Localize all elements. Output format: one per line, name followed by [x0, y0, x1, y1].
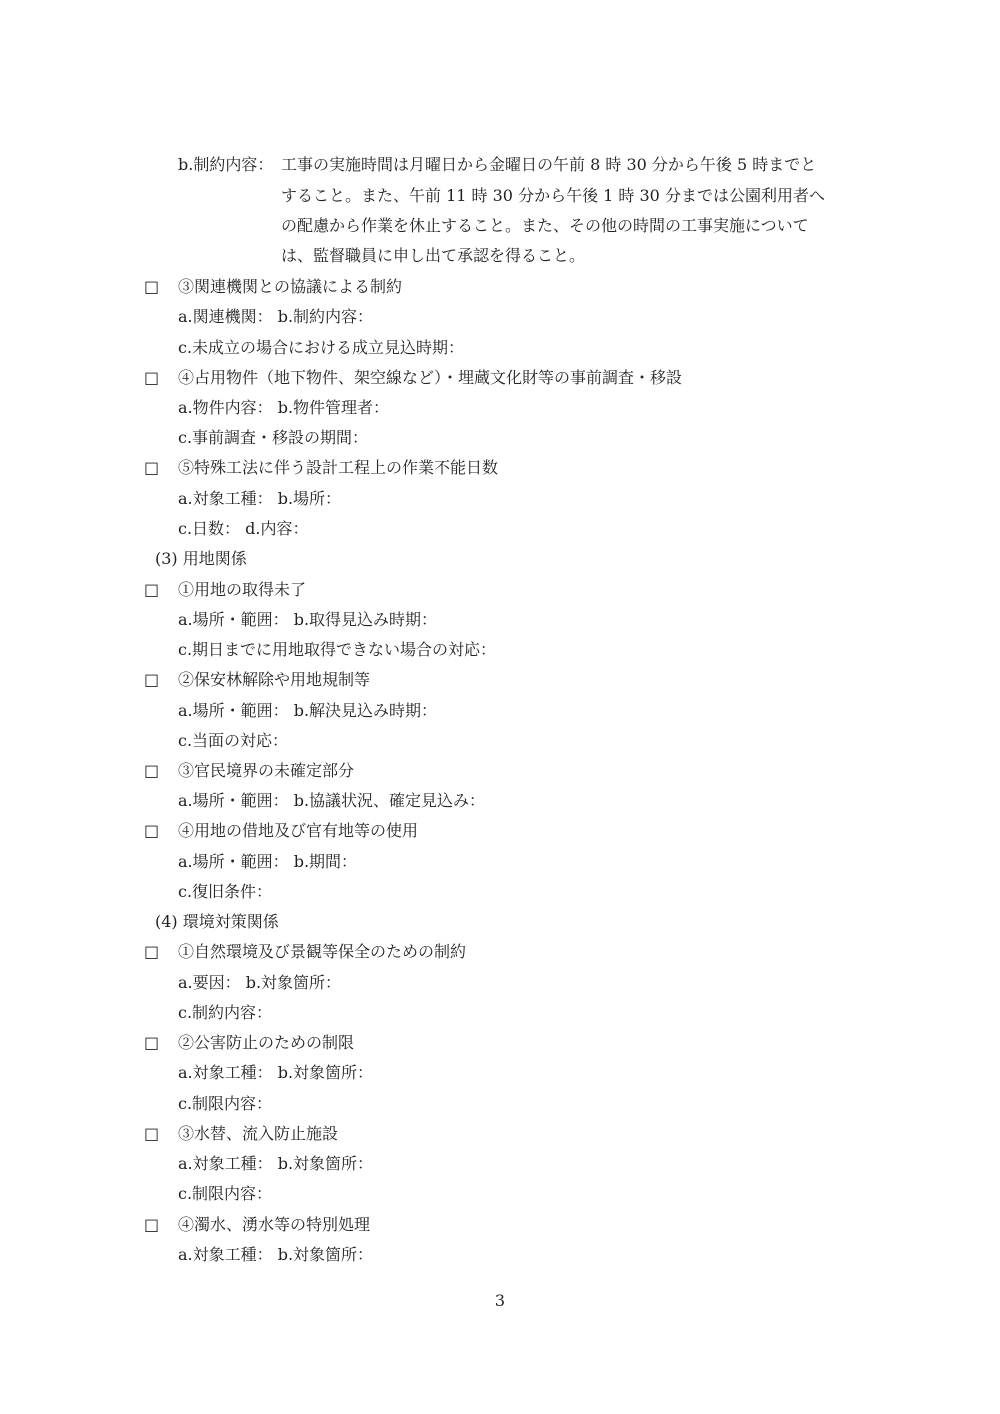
- item-detail: a.物件内容： b.物件管理者：: [178, 398, 390, 417]
- item-title: ②公害防止のための制限: [178, 1033, 355, 1052]
- checkbox[interactable]: □: [144, 580, 160, 599]
- checkbox[interactable]: □: [144, 1124, 160, 1143]
- checkbox[interactable]: □: [144, 761, 160, 780]
- item-detail: c.制約内容：: [178, 1003, 273, 1022]
- item-title: ④占用物件（地下物件、架空線など）・埋蔵文化財等の事前調査・移設: [178, 368, 683, 387]
- item-detail: a.関連機関： b.制約内容：: [178, 307, 374, 326]
- constraint-label: b.制約内容：: [178, 155, 274, 174]
- item-detail: c.期日までに用地取得できない場合の対応：: [178, 640, 497, 659]
- constraint-text-line-4: は、監督職員に申し出て承認を得ること。: [281, 246, 586, 265]
- item-detail: a.対象工種： b.対象箇所：: [178, 1063, 374, 1082]
- item-title: ③水替、流入防止施設: [178, 1124, 339, 1143]
- item-detail: a.場所・範囲： b.解決見込み時期：: [178, 701, 438, 720]
- checkbox[interactable]: □: [144, 670, 160, 689]
- item-title: ③官民境界の未確定部分: [178, 761, 355, 780]
- checkbox[interactable]: □: [144, 277, 160, 296]
- item-title: ④濁水、湧水等の特別処理: [178, 1215, 371, 1234]
- item-detail: a.対象工種： b.対象箇所：: [178, 1245, 374, 1264]
- item-title: ②保安林解除や用地規制等: [178, 670, 371, 689]
- item-detail: a.要因： b.対象箇所：: [178, 973, 342, 992]
- item-title: ①用地の取得未了: [178, 580, 307, 599]
- checkbox[interactable]: □: [144, 1033, 160, 1052]
- item-title: ④用地の借地及び官有地等の使用: [178, 821, 419, 840]
- item-detail: c.制限内容：: [178, 1094, 273, 1113]
- item-title: ⑤特殊工法に伴う設計工程上の作業不能日数: [178, 458, 499, 477]
- checkbox[interactable]: □: [144, 942, 160, 961]
- page-number: 3: [494, 1291, 506, 1310]
- item-detail: c.復旧条件：: [178, 882, 273, 901]
- checkbox[interactable]: □: [144, 458, 160, 477]
- item-detail: a.場所・範囲： b.協議状況、確定見込み：: [178, 791, 486, 810]
- checkbox[interactable]: □: [144, 368, 160, 387]
- constraint-text-line-2: すること。また、午前 11 時 30 分から午後 1 時 30 分までは公園利用者へ: [281, 186, 825, 205]
- item-detail: a.対象工種： b.対象箇所：: [178, 1154, 374, 1173]
- constraint-text-line-1: 工事の実施時間は月曜日から金曜日の午前 8 時 30 分から午後 5 時までと: [281, 155, 817, 174]
- item-detail: c.当面の対応：: [178, 731, 289, 750]
- checkbox[interactable]: □: [144, 1215, 160, 1234]
- item-detail: c.日数： d.内容：: [178, 519, 309, 538]
- item-title: ③関連機関との協議による制約: [178, 277, 403, 296]
- item-detail: a.場所・範囲： b.取得見込み時期：: [178, 610, 438, 629]
- checkbox[interactable]: □: [144, 821, 160, 840]
- constraint-text-line-3: の配慮から作業を休止すること。また、その他の時間の工事実施について: [281, 216, 809, 235]
- item-detail: a.場所・範囲： b.期間：: [178, 852, 358, 871]
- item-title: ①自然環境及び景観等保全のための制約: [178, 942, 467, 961]
- section-heading: (3) 用地関係: [155, 549, 247, 568]
- item-detail: c.事前調査・移設の期間：: [178, 428, 369, 447]
- item-detail: c.制限内容：: [178, 1184, 273, 1203]
- item-detail: a.対象工種： b.場所：: [178, 489, 342, 508]
- item-detail: c.未成立の場合における成立見込時期：: [178, 338, 465, 357]
- section-heading: (4) 環境対策関係: [155, 912, 279, 931]
